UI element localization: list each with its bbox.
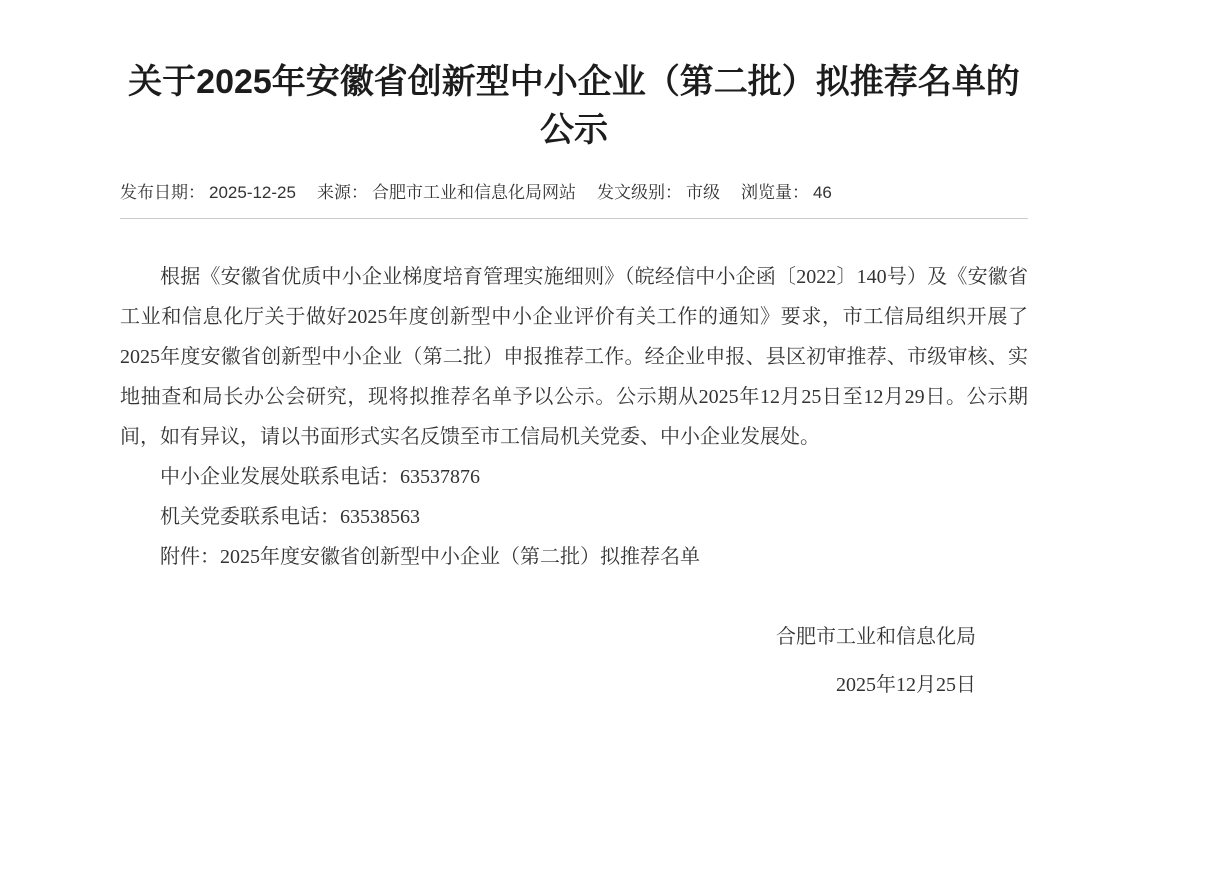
contact-line-smb-division: 中小企业发展处联系电话：63537876 [160,466,480,488]
signature-block [120,617,1028,705]
source [317,180,576,206]
signature-date: 2025年12月25日 [836,674,976,696]
document-meta-row [120,180,1028,206]
contact-line-party-committee: 机关党委联系电话：63538563 [160,506,420,528]
view-count-value: 46 [812,183,832,202]
source-value: 合肥市工业和信息化局网站 [371,183,576,202]
doc-level-value: 市级 [685,183,720,202]
publish-date-value: 2025-12-25 [209,183,296,202]
body-paragraph-main: 根据《安徽省优质中小企业梯度培育管理实施细则》（皖经信中小企函〔2022〕140号）及《安徽省工业和信息化厅关于做好2025年度创新型中小企业评价有关工作的通知》要求，市工信局组织开展了2025年度安徽省创新型中小企业（第二批）申报推荐工作。经企业申报、县区初审推荐、市级审核、实地抽查和局长办公会研究，现将拟推荐名单予以公示。公示期从2025年12月25日至12月29日。公示期间，如有异议，请以书面形式实名反馈至市工信局机关党委、中小企业发展处。 [120,266,1028,448]
announcement-document [120,58,1028,705]
publish-date-label: 发布日期： [120,183,205,202]
document-body [120,257,1028,705]
attachment-line: 附件：2025年度安徽省创新型中小企业（第二批）拟推荐名单 [160,546,700,568]
signature-organization: 合肥市工业和信息化局 [776,626,976,648]
view-count-label: 浏览量： [740,183,809,202]
source-label: 来源： [316,183,368,202]
page-title: 关于2025年安徽省创新型中小企业（第二批）拟推荐名单的公示 [128,63,1020,149]
publish-date [120,180,296,206]
view-count [741,180,832,206]
doc-level [597,180,720,206]
doc-level-label: 发文级别： [596,183,682,202]
meta-divider [120,218,1028,219]
